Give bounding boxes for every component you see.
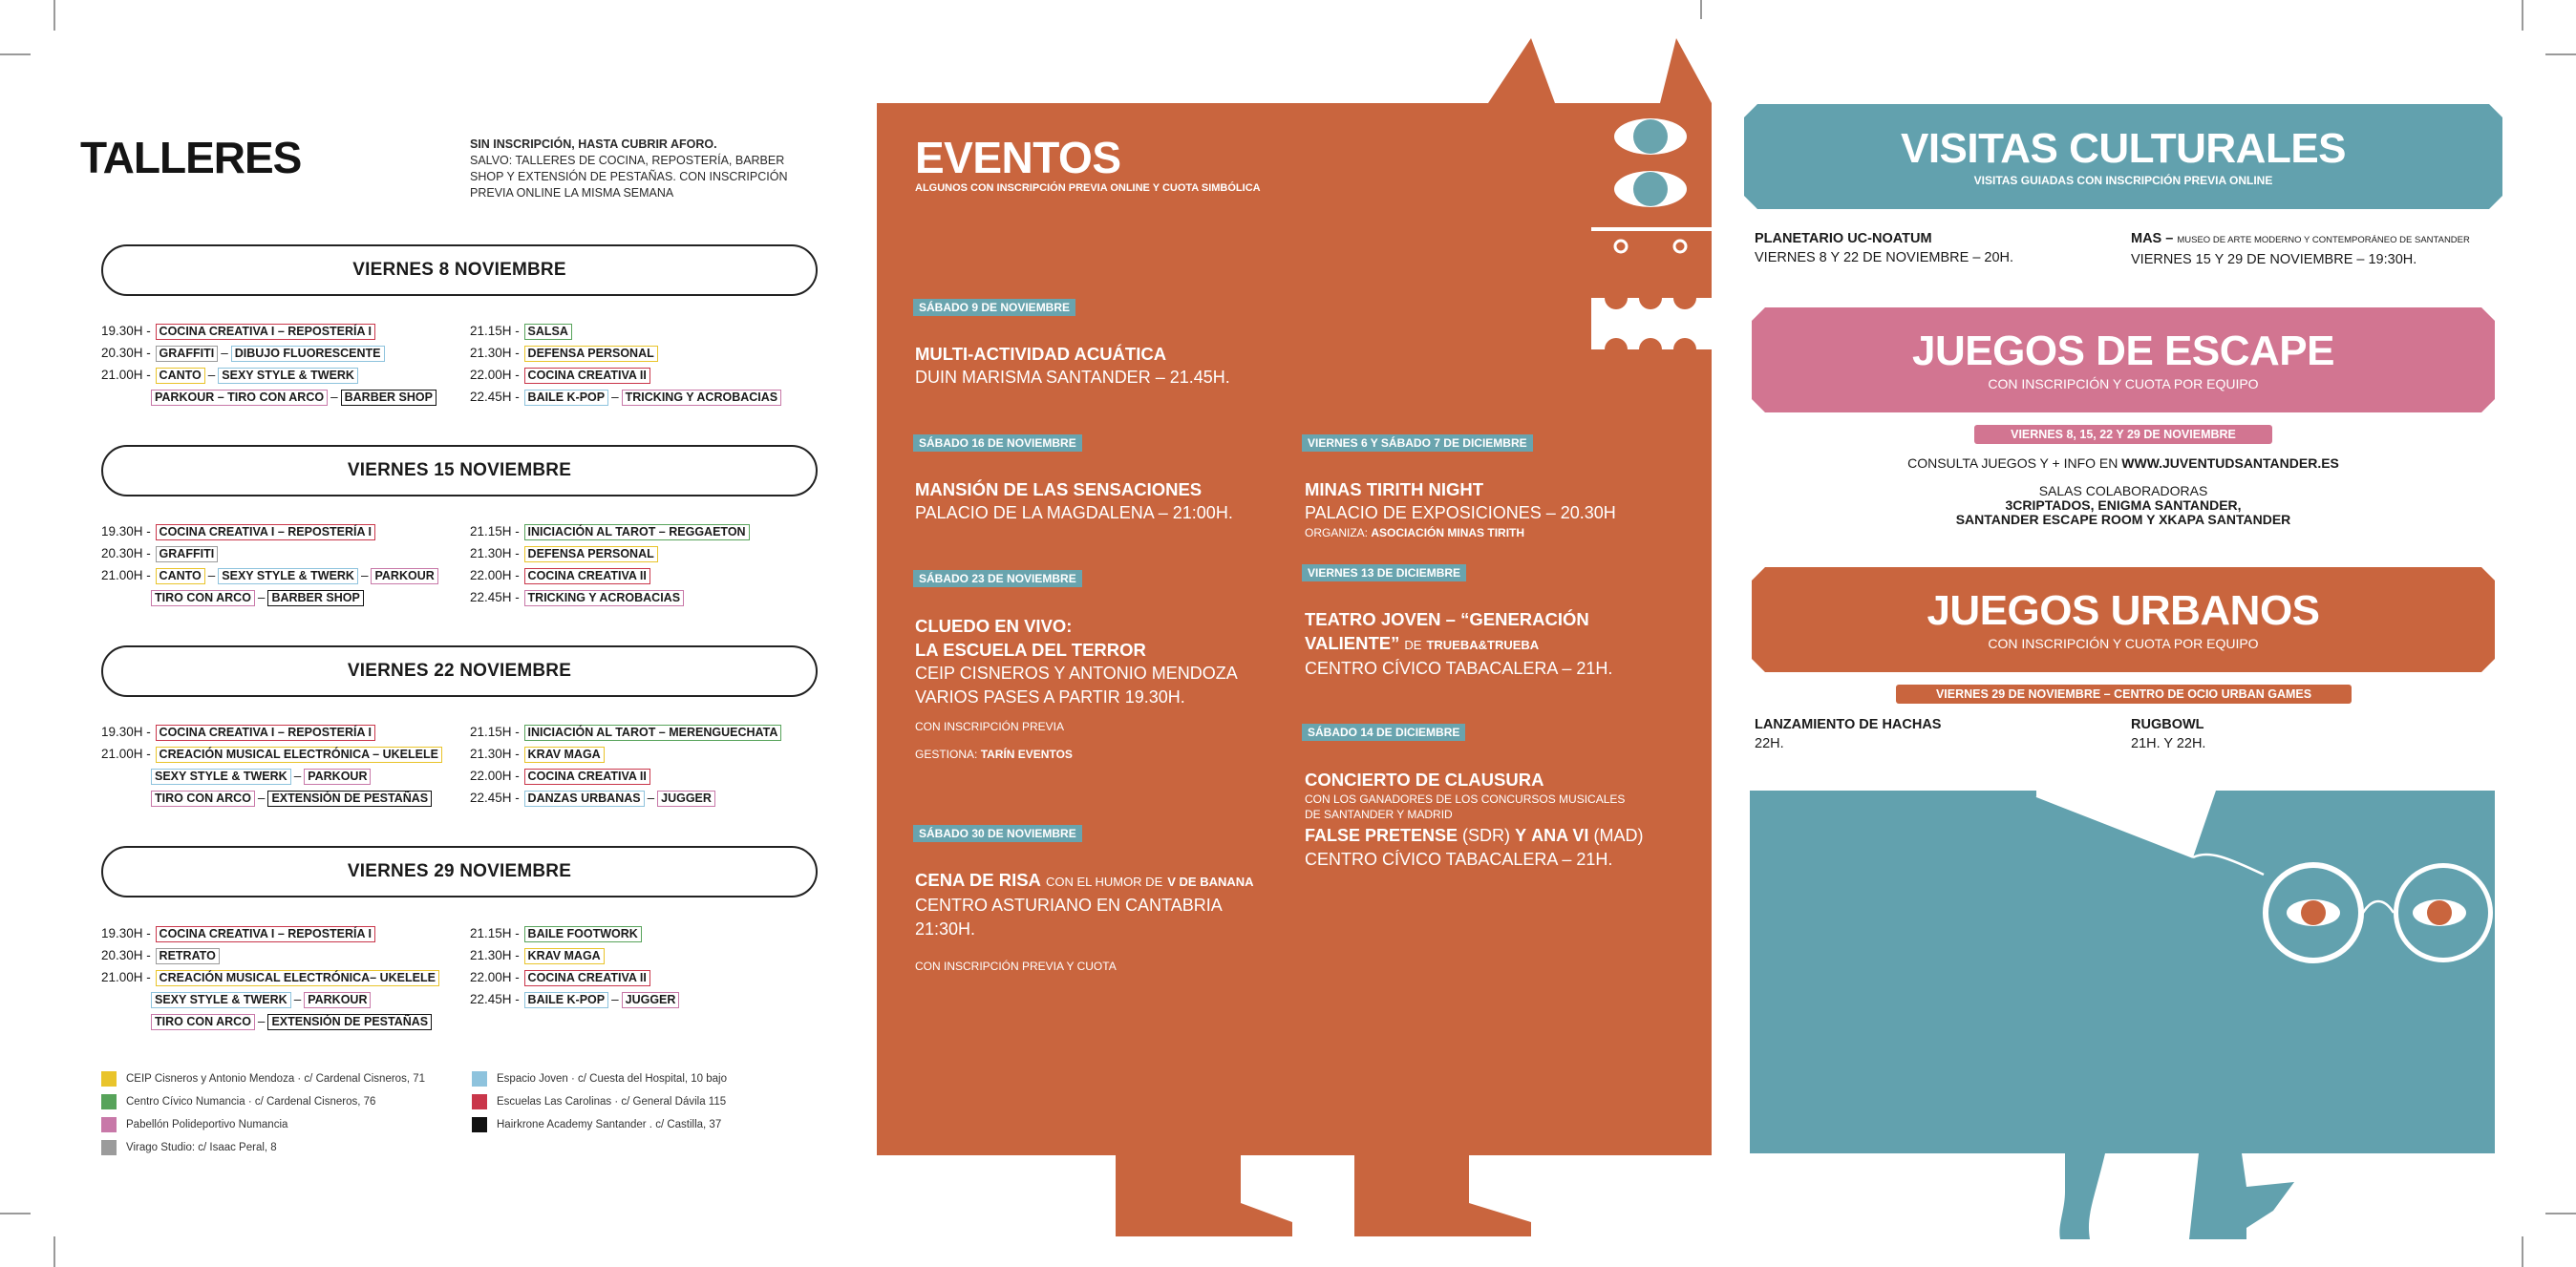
- escape-salas: SALAS COLABORADORAS 3CRIPTADOS, ENIGMA SANTANDER, SANTANDER ESCAPE ROOM Y XKAPA SANTANDER: [1955, 483, 2291, 527]
- event-place: VARIOS PASES A PARTIR 19.30H.: [915, 687, 1185, 707]
- monster-eye-top: [1614, 118, 1687, 155]
- activity-tag: RETRATO: [156, 948, 220, 964]
- event-date-badge: SÁBADO 23 DE NOVIEMBRE: [913, 570, 1082, 587]
- day-pill-29-nov: VIERNES 29 NOVIEMBRE: [101, 846, 818, 897]
- creature-body: [1750, 791, 2495, 1153]
- visitas-banner: [1744, 104, 2502, 209]
- slot: 22.45H - BAILE K-POP – TRICKING Y ACROBACIAS: [470, 390, 782, 406]
- activity-tag: EXTENSIÓN DE PESTAÑAS: [267, 1014, 432, 1030]
- activity-tag: INICIACIÓN AL TAROT – MERENGUECHATA: [524, 725, 782, 741]
- legend-swatch: [472, 1094, 487, 1109]
- slot: 22.00H - COCINA CREATIVA II: [470, 769, 651, 785]
- crop-mark: [2545, 1213, 2576, 1214]
- monster-ear-right: [1660, 38, 1712, 103]
- event-place: PALACIO DE LA MAGDALENA – 21:00H.: [915, 503, 1233, 522]
- slot: 19.30H - COCINA CREATIVA I – REPOSTERÍA I: [101, 324, 376, 340]
- activity-tag: CANTO: [156, 368, 205, 384]
- escape-dates: VIERNES 8, 15, 22 Y 29 DE NOVIEMBRE: [1974, 425, 2272, 444]
- monster-nostril: [1674, 241, 1686, 252]
- legend-item: Hairkrone Academy Santander . c/ Castilla, 37: [472, 1117, 721, 1132]
- activity-tag: JUGGER: [622, 992, 680, 1008]
- day-pill-8-nov: VIERNES 8 NOVIEMBRE: [101, 244, 818, 296]
- slot: 19.30H - COCINA CREATIVA I – REPOSTERÍA I: [101, 725, 376, 741]
- urbanos-title: JUEGOS URBANOS: [1927, 586, 2320, 634]
- monster-eye-bottom: [1614, 171, 1687, 207]
- event-place: CEIP CISNEROS Y ANTONIO MENDOZA: [915, 664, 1238, 683]
- event-card: [915, 614, 1238, 762]
- activity-tag: COCINA CREATIVA I – REPOSTERÍA I: [156, 324, 375, 340]
- event-card: CONCIERTO DE CLAUSURA CON LOS GANADORES DE LOS CONCURSOS MUSICALES DE SANTANDER Y MADRID FALSE PRETENSE (SDR) Y ANA VI (MAD) CENTRO CÍVICO TABACALERA – 21H.: [1305, 768, 1643, 872]
- legend-item: Virago Studio: c/ Isaac Peral, 8: [101, 1140, 277, 1155]
- monster-leg-left: [1116, 1155, 1292, 1236]
- day-pill-15-nov: VIERNES 15 NOVIEMBRE: [101, 445, 818, 496]
- event-place: 21:30H.: [915, 919, 976, 939]
- crop-mark: [1700, 0, 1702, 19]
- slot: 21.30H - KRAV MAGA: [470, 948, 606, 964]
- urbanos-subtitle: CON INSCRIPCIÓN Y CUOTA POR EQUIPO: [1988, 635, 2259, 651]
- event-date-badge: SÁBADO 30 DE NOVIEMBRE: [913, 825, 1082, 842]
- talleres-note-rest: SALVO: TALLERES DE COCINA, REPOSTERÍA, BARBER SHOP Y EXTENSIÓN DE PESTAÑAS. CON INSCRIPCIÓN PREVIA ONLINE LA MISMA SEMANA: [470, 154, 788, 200]
- activity-tag: PARKOUR: [371, 568, 437, 584]
- activity-tag: SEXY STYLE & TWERK: [151, 992, 291, 1008]
- monster-nostril: [1615, 241, 1627, 252]
- slot: 21.30H - KRAV MAGA: [470, 747, 606, 763]
- visita-planetario: PLANETARIO UC-NOATUM VIERNES 8 Y 22 DE NOVIEMBRE – 20H.: [1755, 231, 2014, 265]
- activity-tag: DEFENSA PERSONAL: [524, 346, 658, 362]
- event-title: MINAS TIRITH NIGHT: [1305, 479, 1484, 499]
- activity-tag: DIBUJO FLUORESCENTE: [231, 346, 385, 362]
- legend-item: Centro Cívico Numancia · c/ Cardenal Cisneros, 76: [101, 1094, 375, 1109]
- crop-mark: [53, 0, 55, 31]
- creature-leg-right: [2189, 1153, 2294, 1239]
- eventos-title: EVENTOS: [915, 133, 1121, 182]
- event-date-badge: SÁBADO 14 DE DICIEMBRE: [1302, 724, 1465, 741]
- visita-mas: MAS – MUSEO DE ARTE MODERNO Y CONTEMPORÁNEO DE SANTANDER VIERNES 15 Y 29 DE NOVIEMBRE – 19:30H.: [2131, 231, 2470, 267]
- slot: 19.30H - COCINA CREATIVA I – REPOSTERÍA I: [101, 926, 376, 942]
- activity-tag: SALSA: [524, 324, 572, 340]
- legend-swatch: [101, 1140, 117, 1155]
- monster-leg-right: [1354, 1155, 1531, 1236]
- activity-tag: COCINA CREATIVA II: [524, 769, 650, 785]
- slot: 21.30H - DEFENSA PERSONAL: [470, 546, 659, 562]
- slot: 21.00H - CREACIÓN MUSICAL ELECTRÓNICA – UKELELE: [101, 747, 443, 763]
- activity-tag: TRICKING Y ACROBACIAS: [622, 390, 782, 406]
- creature-illustration: [1750, 791, 2514, 1239]
- slot: 22.45H - DANZAS URBANAS – JUGGER: [470, 791, 716, 807]
- event-card: MINAS TIRITH NIGHT PALACIO DE EXPOSICIONES – 20.30H ORGANIZA: ASOCIACIÓN MINAS TIRITH: [1305, 479, 1616, 539]
- talleres-note-bold: SIN INSCRIPCIÓN, HASTA CUBRIR AFORO.: [470, 137, 717, 151]
- event-place: CENTRO CÍVICO TABACALERA – 21H.: [1305, 659, 1613, 678]
- event-note: CON INSCRIPCIÓN PREVIA Y CUOTA: [915, 960, 1117, 973]
- event-title: MULTI-ACTIVIDAD ACUÁTICA: [915, 344, 1167, 364]
- slot: TIRO CON ARCO – EXTENSIÓN DE PESTAÑAS: [150, 1014, 433, 1030]
- legend-swatch: [472, 1071, 487, 1087]
- event-title: CLUEDO EN VIVO:: [915, 616, 1073, 636]
- slot: 20.30H - RETRATO: [101, 948, 221, 964]
- event-title: CENA DE RISA: [915, 870, 1041, 890]
- activity-tag: BARBER SHOP: [341, 390, 436, 406]
- slot: 21.00H - CANTO – SEXY STYLE & TWERK: [101, 368, 359, 384]
- event-date-badge: SÁBADO 9 DE NOVIEMBRE: [913, 299, 1075, 316]
- activity-tag: PARKOUR: [304, 992, 371, 1008]
- event-date-badge: SÁBADO 16 DE NOVIEMBRE: [913, 434, 1082, 452]
- activity-tag: JUGGER: [657, 791, 715, 807]
- event-gestiona: GESTIONA: TARÍN EVENTOS: [915, 748, 1073, 761]
- slot: 20.30H - GRAFFITI: [101, 546, 219, 562]
- activity-tag: TRICKING Y ACROBACIAS: [524, 590, 685, 606]
- event-card: [915, 342, 1230, 390]
- slot: 22.00H - COCINA CREATIVA II: [470, 368, 651, 384]
- event-date-badge: VIERNES 6 Y SÁBADO 7 DE DICIEMBRE: [1302, 434, 1533, 452]
- visitas-subtitle: VISITAS GUIADAS CON INSCRIPCIÓN PREVIA ONLINE: [1973, 173, 2273, 187]
- activity-tag: COCINA CREATIVA I – REPOSTERÍA I: [156, 725, 375, 741]
- escape-subtitle: CON INSCRIPCIÓN Y CUOTA POR EQUIPO: [1988, 375, 2259, 391]
- event-title: LA ESCUELA DEL TERROR: [915, 640, 1146, 660]
- slot: 20.30H - GRAFFITI – DIBUJO FLUORESCENTE: [101, 346, 386, 362]
- day-pill-22-nov: VIERNES 22 NOVIEMBRE: [101, 645, 818, 697]
- crop-mark: [0, 53, 31, 55]
- slot: 22.00H - COCINA CREATIVA II: [470, 970, 651, 986]
- activity-tag: GRAFFITI: [156, 346, 219, 362]
- activity-tag: CREACIÓN MUSICAL ELECTRÓNICA – UKELELE: [156, 747, 442, 763]
- event-date-badge: VIERNES 13 DE DICIEMBRE: [1302, 564, 1466, 581]
- monster-ear-left: [1488, 38, 1555, 103]
- event-title: CONCIERTO DE CLAUSURA: [1305, 770, 1544, 790]
- event-card: [915, 477, 1233, 525]
- legend-item: CEIP Cisneros y Antonio Mendoza · c/ Cardenal Cisneros, 71: [101, 1071, 425, 1087]
- crop-mark: [0, 1213, 31, 1214]
- slot: TIRO CON ARCO – EXTENSIÓN DE PESTAÑAS: [150, 791, 433, 807]
- activity-tag: SEXY STYLE & TWERK: [218, 568, 358, 584]
- escape-title: JUEGOS DE ESCAPE: [1912, 327, 2334, 374]
- activity-tag: INICIACIÓN AL TAROT – REGGAETON: [524, 524, 750, 540]
- crop-mark: [2522, 1236, 2523, 1267]
- slot: 21.00H - CANTO – SEXY STYLE & TWERK – PARKOUR: [101, 568, 439, 584]
- event-note: CON INSCRIPCIÓN PREVIA: [915, 720, 1065, 733]
- slot: PARKOUR – TIRO CON ARCO – BARBER SHOP: [150, 390, 437, 406]
- legend-swatch: [101, 1071, 117, 1087]
- activity-tag: SEXY STYLE & TWERK: [218, 368, 358, 384]
- slot: 21.15H - BAILE FOOTWORK: [470, 926, 643, 942]
- monster-nose-bar: [1591, 227, 1712, 231]
- activity-tag: CREACIÓN MUSICAL ELECTRÓNICA– UKELELE: [156, 970, 439, 986]
- event-place: PALACIO DE EXPOSICIONES – 20.30H: [1305, 503, 1616, 522]
- activity-tag: BAILE FOOTWORK: [524, 926, 642, 942]
- slot: 22.00H - COCINA CREATIVA II: [470, 568, 651, 584]
- crop-mark: [53, 1236, 55, 1267]
- activity-tag: COCINA CREATIVA II: [524, 970, 650, 986]
- event-title: MANSIÓN DE LAS SENSACIONES: [915, 479, 1203, 499]
- event-place: CENTRO ASTURIANO EN CANTABRIA: [915, 896, 1223, 915]
- slot: 22.45H - TRICKING Y ACROBACIAS: [470, 590, 685, 606]
- activity-tag: COCINA CREATIVA II: [524, 568, 650, 584]
- legend-item: Escuelas Las Carolinas · c/ General Dávila 115: [472, 1094, 726, 1109]
- urbanos-dates: VIERNES 29 DE NOVIEMBRE – CENTRO DE OCIO URBAN GAMES: [1896, 685, 2352, 704]
- slot: 19.30H - COCINA CREATIVA I – REPOSTERÍA I: [101, 524, 376, 540]
- slot: 21.15H - SALSA: [470, 324, 573, 340]
- legend-swatch: [472, 1117, 487, 1132]
- event-card: CENA DE RISA CON EL HUMOR DE V DE BANANA CENTRO ASTURIANO EN CANTABRIA 21:30H. CON INSCRIPCIÓN PREVIA Y CUOTA: [915, 870, 1254, 973]
- talleres-note: [470, 137, 814, 201]
- activity-tag: COCINA CREATIVA II: [524, 368, 650, 384]
- slot: 21.15H - INICIACIÓN AL TAROT – REGGAETON: [470, 524, 751, 540]
- escape-banner: [1752, 307, 2495, 412]
- activity-tag: DANZAS URBANAS: [524, 791, 645, 807]
- activity-tag: TIRO CON ARCO: [151, 590, 255, 606]
- slot: 21.00H - CREACIÓN MUSICAL ELECTRÓNICA– UKELELE: [101, 970, 440, 986]
- slot: 21.15H - INICIACIÓN AL TAROT – MERENGUECHATA: [470, 725, 782, 741]
- activity-tag: KRAV MAGA: [524, 747, 605, 763]
- legend-swatch: [101, 1117, 117, 1132]
- legend-item: Espacio Joven · c/ Cuesta del Hospital, 10 bajo: [472, 1071, 727, 1087]
- urbanos-banner: [1752, 567, 2495, 672]
- event-place: DUIN MARISMA SANTANDER – 21.45H.: [915, 368, 1230, 387]
- crop-mark: [2545, 53, 2576, 55]
- talleres-title: TALLERES: [80, 133, 302, 182]
- slot: SEXY STYLE & TWERK – PARKOUR: [150, 992, 372, 1008]
- activity-tag: GRAFFITI: [156, 546, 219, 562]
- event-title: TEATRO JOVEN – “GENERACIÓN: [1305, 609, 1589, 629]
- activity-tag: KRAV MAGA: [524, 948, 605, 964]
- activity-tag: CANTO: [156, 568, 205, 584]
- activity-tag: BAILE K-POP: [524, 390, 609, 406]
- activity-tag: TIRO CON ARCO: [151, 1014, 255, 1030]
- activity-tag: COCINA CREATIVA I – REPOSTERÍA I: [156, 926, 375, 942]
- activity-tag: SEXY STYLE & TWERK: [151, 769, 291, 785]
- activity-tag: TIRO CON ARCO: [151, 791, 255, 807]
- urbano-rugbowl: RUGBOWL 21H. Y 22H.: [2131, 717, 2206, 751]
- visitas-title: VISITAS CULTURALES: [1900, 124, 2347, 172]
- slot: 22.45H - BAILE K-POP – JUGGER: [470, 992, 680, 1008]
- activity-tag: PARKOUR – TIRO CON ARCO: [151, 390, 328, 406]
- activity-tag: BARBER SHOP: [267, 590, 363, 606]
- slot: 21.30H - DEFENSA PERSONAL: [470, 346, 659, 362]
- activity-tag: PARKOUR: [304, 769, 371, 785]
- crop-mark: [2522, 0, 2523, 31]
- activity-tag: EXTENSIÓN DE PESTAÑAS: [267, 791, 432, 807]
- escape-info: CONSULTA JUEGOS Y + INFO EN WWW.JUVENTUDSANTANDER.ES: [1907, 455, 2339, 471]
- creature-leg-left: [2059, 1153, 2105, 1239]
- event-card: TEATRO JOVEN – “GENERACIÓN VALIENTE” DE TRUEBA&TRUEBA CENTRO CÍVICO TABACALERA – 21H.: [1305, 607, 1612, 681]
- activity-tag: DEFENSA PERSONAL: [524, 546, 658, 562]
- legend-swatch: [101, 1094, 117, 1109]
- slot: TIRO CON ARCO – BARBER SHOP: [150, 590, 365, 606]
- activity-tag: BAILE K-POP: [524, 992, 609, 1008]
- legend-item: Pabellón Polideportivo Numancia: [101, 1117, 287, 1132]
- urbano-hachas: LANZAMIENTO DE HACHAS 22H.: [1755, 717, 1942, 751]
- eventos-subtitle: ALGUNOS CON INSCRIPCIÓN PREVIA ONLINE Y CUOTA SIMBÓLICA: [915, 182, 1261, 194]
- activity-tag: COCINA CREATIVA I – REPOSTERÍA I: [156, 524, 375, 540]
- event-place: CENTRO CÍVICO TABACALERA – 21H.: [1305, 850, 1613, 869]
- slot: SEXY STYLE & TWERK – PARKOUR: [150, 769, 372, 785]
